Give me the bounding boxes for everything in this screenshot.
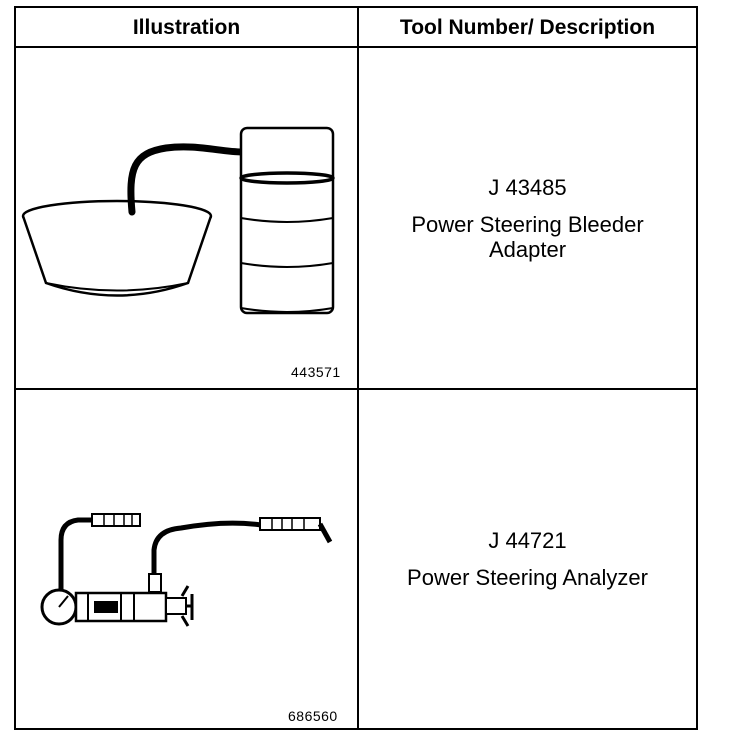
header-illustration: Illustration — [132, 16, 241, 39]
tool-table — [14, 6, 698, 730]
header-tool-description: Tool Number/ Description — [399, 16, 656, 39]
tool-description-cell — [359, 390, 696, 728]
bleeder-adapter-illustration — [16, 48, 357, 388]
tool-description-line: Power Steering Bleeder — [411, 211, 644, 237]
tool-description-cell — [359, 48, 696, 388]
tool-description-line: Adapter — [488, 236, 567, 262]
tool-number: J 43485 — [488, 174, 567, 200]
image-code: 686560 — [288, 708, 338, 724]
tool-number: J 44721 — [488, 528, 567, 553]
image-code: 443571 — [291, 364, 341, 380]
tool-description-line: Power Steering Analyzer — [407, 565, 648, 590]
power-steering-analyzer-illustration — [16, 390, 357, 728]
